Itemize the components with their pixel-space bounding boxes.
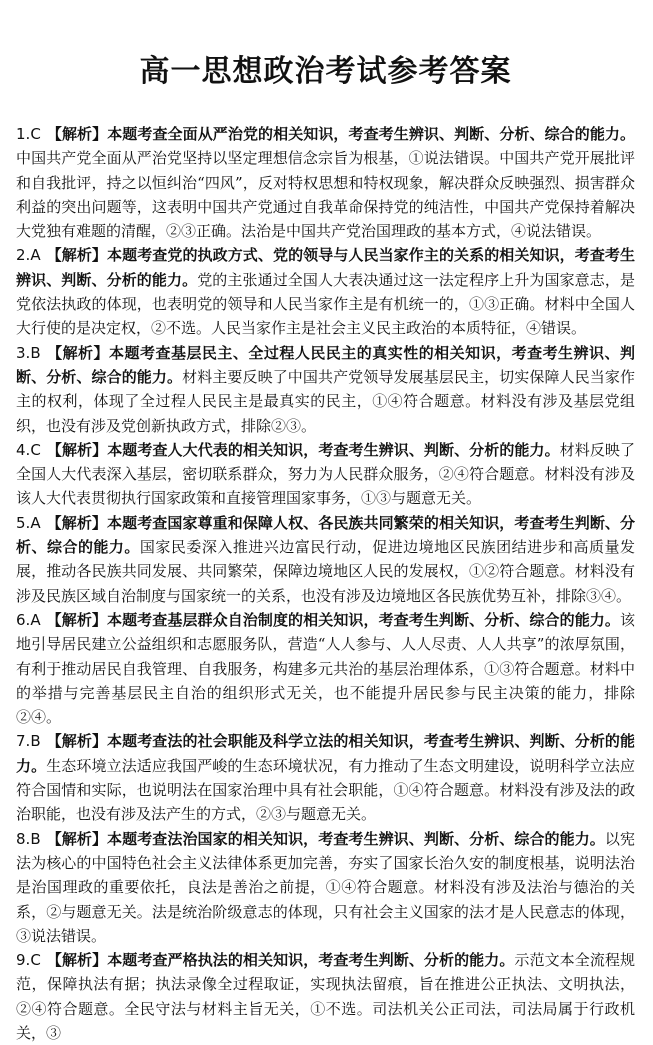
answer-item [16, 511, 635, 608]
question-number: 5. [16, 513, 31, 532]
analysis-text: 国家民委深入推进兴边富民行动，促进边境地区民族团结进步和高质量发展，推动各民族共同发展、共同繁荣，保障边境地区人民的发展权，①②符合题意。材料没有涉及民族区域自治制度与国家统一的关系，也没有涉及边境地区各民族优势互补，排除③④。 [16, 538, 635, 605]
question-number: 4. [16, 440, 31, 459]
answer-item [16, 948, 635, 1045]
answer-choice: A [30, 610, 41, 629]
analysis-text: 材料主要反映了中国共产党领导发展基层民主，切实保障人民当家作主的权利，体现了全过程人民民主是最真实的民主，①④符合题意。材料没有涉及基层党组织，也没有涉及党创新执政方式，排除②③。 [16, 367, 635, 435]
analysis-text: 生态环境立法适应我国严峻的生态环境状况，有力推动了生态文明建设，说明科学立法应符合国情和实际，也说明法在国家治理中具有社会职能，①④符合题意。材料没有涉及法的政治职能，也没有涉及法产生的方式，②③与题意无关。 [16, 756, 635, 824]
analysis-text: 材料反映了全国人大代表深入基层，密切联系群众，努力为人民群众服务，②④符合题意。材料没有涉及该人大代表贯彻执行国家政策和直接管理国家事务，①③与题意无关。 [16, 440, 635, 508]
answer-item [16, 341, 635, 438]
question-number: 8. [16, 829, 31, 848]
analysis-heading: 【解析】本题考查法的社会职能及科学立法的相关知识，考查考生辨识、判断、分析的能力。 [16, 732, 635, 775]
page-title: 高一思想政治考试参考答案 [139, 54, 512, 89]
analysis-text: 党的主张通过全国人大表决通过这一法定程序上升为国家意志，是党依法执政的体现，也表明党的领导和人民当家作主是有机统一的，①③正确。材料中全国人大行使的是决定权，②不选。人民当家作主是社会主义民主政治的本质特征，④错误。 [16, 270, 635, 338]
analysis-heading: 【解析】本题考查严格执法的相关知识，考查考生判断、分析的能力。 [46, 951, 515, 970]
answer-choice: C [30, 440, 41, 459]
answer-item [16, 827, 635, 948]
question-number: 9. [16, 951, 31, 970]
question-number: 1. [16, 125, 31, 143]
answer-choice: B [30, 829, 41, 848]
question-number: 3. [16, 343, 31, 362]
analysis-heading: 【解析】本题考查党的执政方式、党的领导与人民当家作主的关系的相关知识，考查考生辨识、判断、分析的能力。 [16, 246, 635, 289]
answer-choice: A [30, 246, 41, 265]
analysis-heading: 【解析】本题考查全面从严治党的相关知识，考查考生辨识、判断、分析、综合的能力。 [46, 125, 635, 143]
answer-choice: C [30, 951, 41, 970]
analysis-text: 以宪法为核心的中国特色社会主义法律体系更加完善，夯实了国家长治久安的制度根基，说明法治是治国理政的重要依托，良法是善治之前提，①④符合题意。材料没有涉及法治与德治的关系，②与题意无关。法是统治阶级意志的体现，只有社会主义国家的法才是人民意志的体现，③说法错误。 [16, 829, 635, 945]
analysis-heading: 【解析】本题考查人大代表的相关知识，考查考生辨识、判断、分析的能力。 [46, 440, 560, 459]
answer-item [16, 729, 635, 826]
answer-item [16, 243, 635, 340]
answer-item [16, 438, 635, 511]
answer-item [16, 122, 635, 243]
question-number: 2. [16, 246, 31, 265]
answer-choice: B [30, 343, 41, 362]
analysis-heading: 【解析】本题考查国家尊重和保障人权、各民族共同繁荣的相关知识，考查考生判断、分析、综合的能力。 [16, 513, 635, 557]
analysis-heading: 【解析】本题考查基层民主、全过程人民民主的真实性的相关知识，考查考生辨识、判断、分析、综合的能力。 [16, 343, 635, 386]
analysis-heading: 【解析】本题考查法治国家的相关知识，考查考生辨识、判断、分析、综合的能力。 [46, 829, 605, 848]
question-number: 6. [16, 610, 31, 629]
analysis-text: 示范文本全流程规范，保障执法有据；执法录像全过程取证，实现执法留痕，旨在推进公正执法、文明执法，②④符合题意。全民守法与材料主旨无关，①不选。司法机关公正司法，司法局属于行政机关，③ [16, 951, 635, 1042]
question-number: 7. [16, 732, 31, 751]
analysis-text: 该地引导居民建立公益组织和志愿服务队，营造“人人参与、人人尽责、人人共享”的浓厚氛围，有利于推动居民自我管理、自我服务，构建多元共治的基层治理体系，①③符合题意。材料中的举措与完善基层民主自治的组织形式无关，也不能提升居民参与民主决策的能力，排除②④。 [16, 610, 635, 727]
answer-list [16, 122, 635, 1045]
answer-choice: B [30, 732, 41, 751]
answer-choice: A [30, 513, 41, 532]
analysis-heading: 【解析】本题考查基层群众自治制度的相关知识，考查考生判断、分析、综合的能力。 [46, 610, 620, 629]
answer-choice: C [30, 125, 41, 143]
answer-item [16, 608, 635, 729]
analysis-text: 中国共产党全面从严治党坚持以坚定理想信念宗旨为根基，①说法错误。中国共产党开展批评和自我批评，持之以恒纠治“四风”，反对特权思想和特权现象，解决群众反映强烈、损害群众利益的突出问题等，这表明中国共产党通过自我革命保持党的纯洁性，中国共产党保持着解决大党独有难题的清醒，②③正确。法治是中国共产党治国理政的基本方式，④说法错误。 [16, 149, 635, 241]
